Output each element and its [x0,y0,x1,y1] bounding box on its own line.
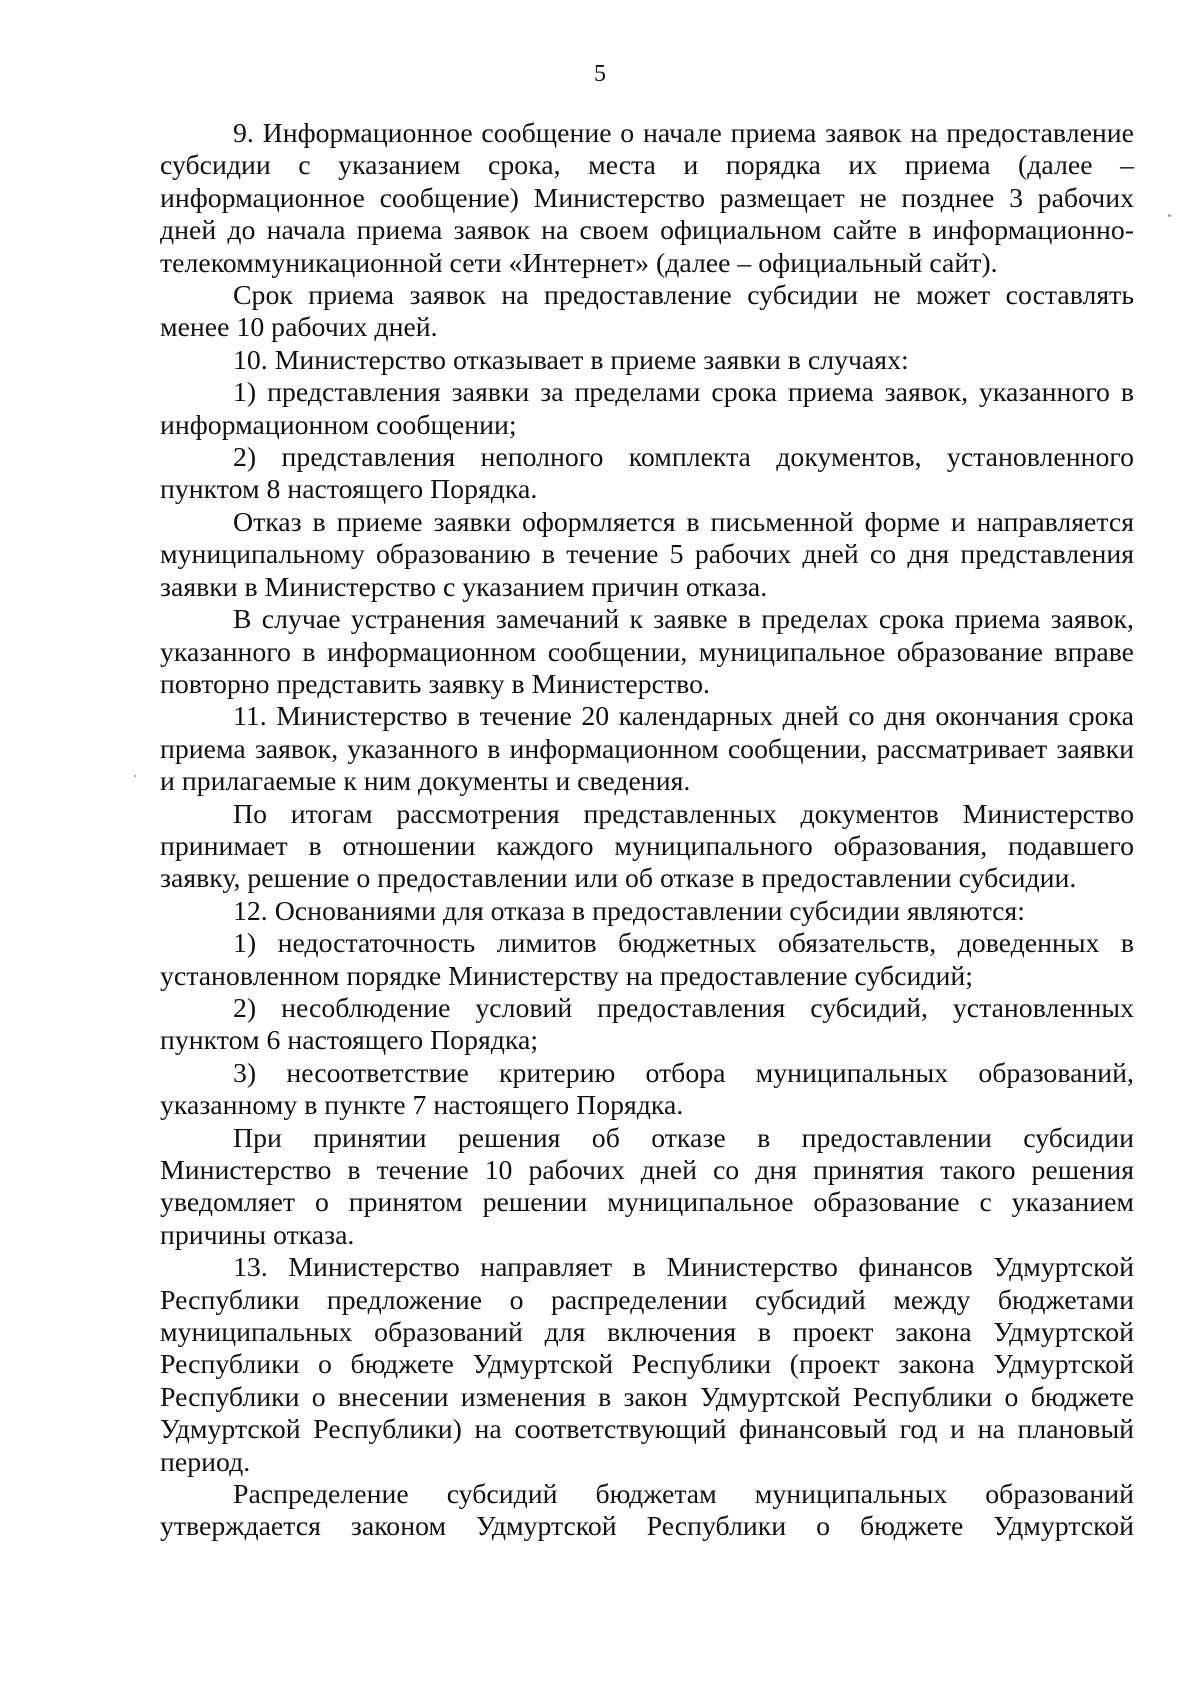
paragraph-review-results: По итогам рассмотрения представленных документов Министерство принимает в отношении каждого муниципального образования, подавшего заявку, решение о предоставлении или об отказе в предоставлении субсидии. [160,798,1134,895]
paragraph-item-12-2: 2) несоблюдение условий предоставления субсидий, установленных пунктом 6 настоящего Порядка; [160,992,1134,1057]
paragraph-refusal-notice: При принятии решения об отказе в предоставлении субсидии Министерство в течение 10 рабочих дней со дня принятия такого решения уведомляет о принятом решении муниципальное образование с указанием причины отказа. [160,1122,1134,1251]
paragraph-item-10-2: 2) представления неполного комплекта документов, установленного пунктом 8 настоящего Порядка. [160,442,1134,506]
paragraph-item-10-1: 1) представления заявки за пределами срока приема заявок, указанного в информационном сообщении; [160,377,1134,441]
paragraph-item-10: 10. Министерство отказывает в приеме заявки в случаях: [233,344,909,376]
paragraph-distribution: Распределение субсидий бюджетам муниципальных образований утверждается законом Удмуртской Республики о бюджете Удмуртской [160,1479,1134,1543]
scan-speck [134,775,136,777]
page-number: 5 [594,61,606,87]
paragraph-refusal-form: Отказ в приеме заявки оформляется в письменной форме и направляется муниципальному образованию в течение 5 рабочих дней со дня представления заявки в Министерство с указанием причин отказа. [160,506,1134,603]
paragraph-item-9: 9. Информационное сообщение о начале приема заявок на предоставление субсидии с указанием срока, места и порядка их приема (далее – информационное сообщение) Министерство размещает не позднее 3 рабочих дней до начала приема заявок на своем официальном сайте в информационно-телекоммуникационной сети «Интернет» (далее – официальный сайт). [160,118,1134,279]
paragraph-resubmission: В случае устранения замечаний к заявке в пределах срока приема заявок, указанного в информационном сообщении, муниципальное образование вправе повторно представить заявку в Министерство. [160,604,1134,700]
scan-speck [1168,214,1171,217]
paragraph-item-12: 12. Основаниями для отказа в предоставлении субсидии являются: [233,895,1025,927]
document-body [160,118,1134,1544]
paragraph-item-12-1: 1) недостаточность лимитов бюджетных обязательств, доведенных в установленном порядке Министерству на предоставление субсидий; [160,928,1134,992]
paragraph-item-11: 11. Министерство в течение 20 календарных дней со дня окончания срока приема заявок, указанного в информационном сообщении, рассматривает заявки и прилагаемые к ним документы и сведения. [160,701,1134,798]
paragraph-item-12-3: 3) несоответствие критерию отбора муниципальных образований, указанному в пункте 7 настоящего Порядка. [160,1057,1134,1122]
paragraph-application-period: Срок приема заявок на предоставление субсидии не может составлять менее 10 рабочих дней. [160,280,1134,344]
paragraph-item-13: 13. Министерство направляет в Министерство финансов Удмуртской Республики предложение о распределении субсидий между бюджетами муниципальных образований для включения в проект закона Удмуртской Республики о бюджете Удмуртской Республики (проект закона Удмуртской Республики о внесении изменения в закон Удмуртской Республики о бюджете Удмуртской Республики) на соответствующий финансовый год и на плановый период. [160,1252,1134,1478]
